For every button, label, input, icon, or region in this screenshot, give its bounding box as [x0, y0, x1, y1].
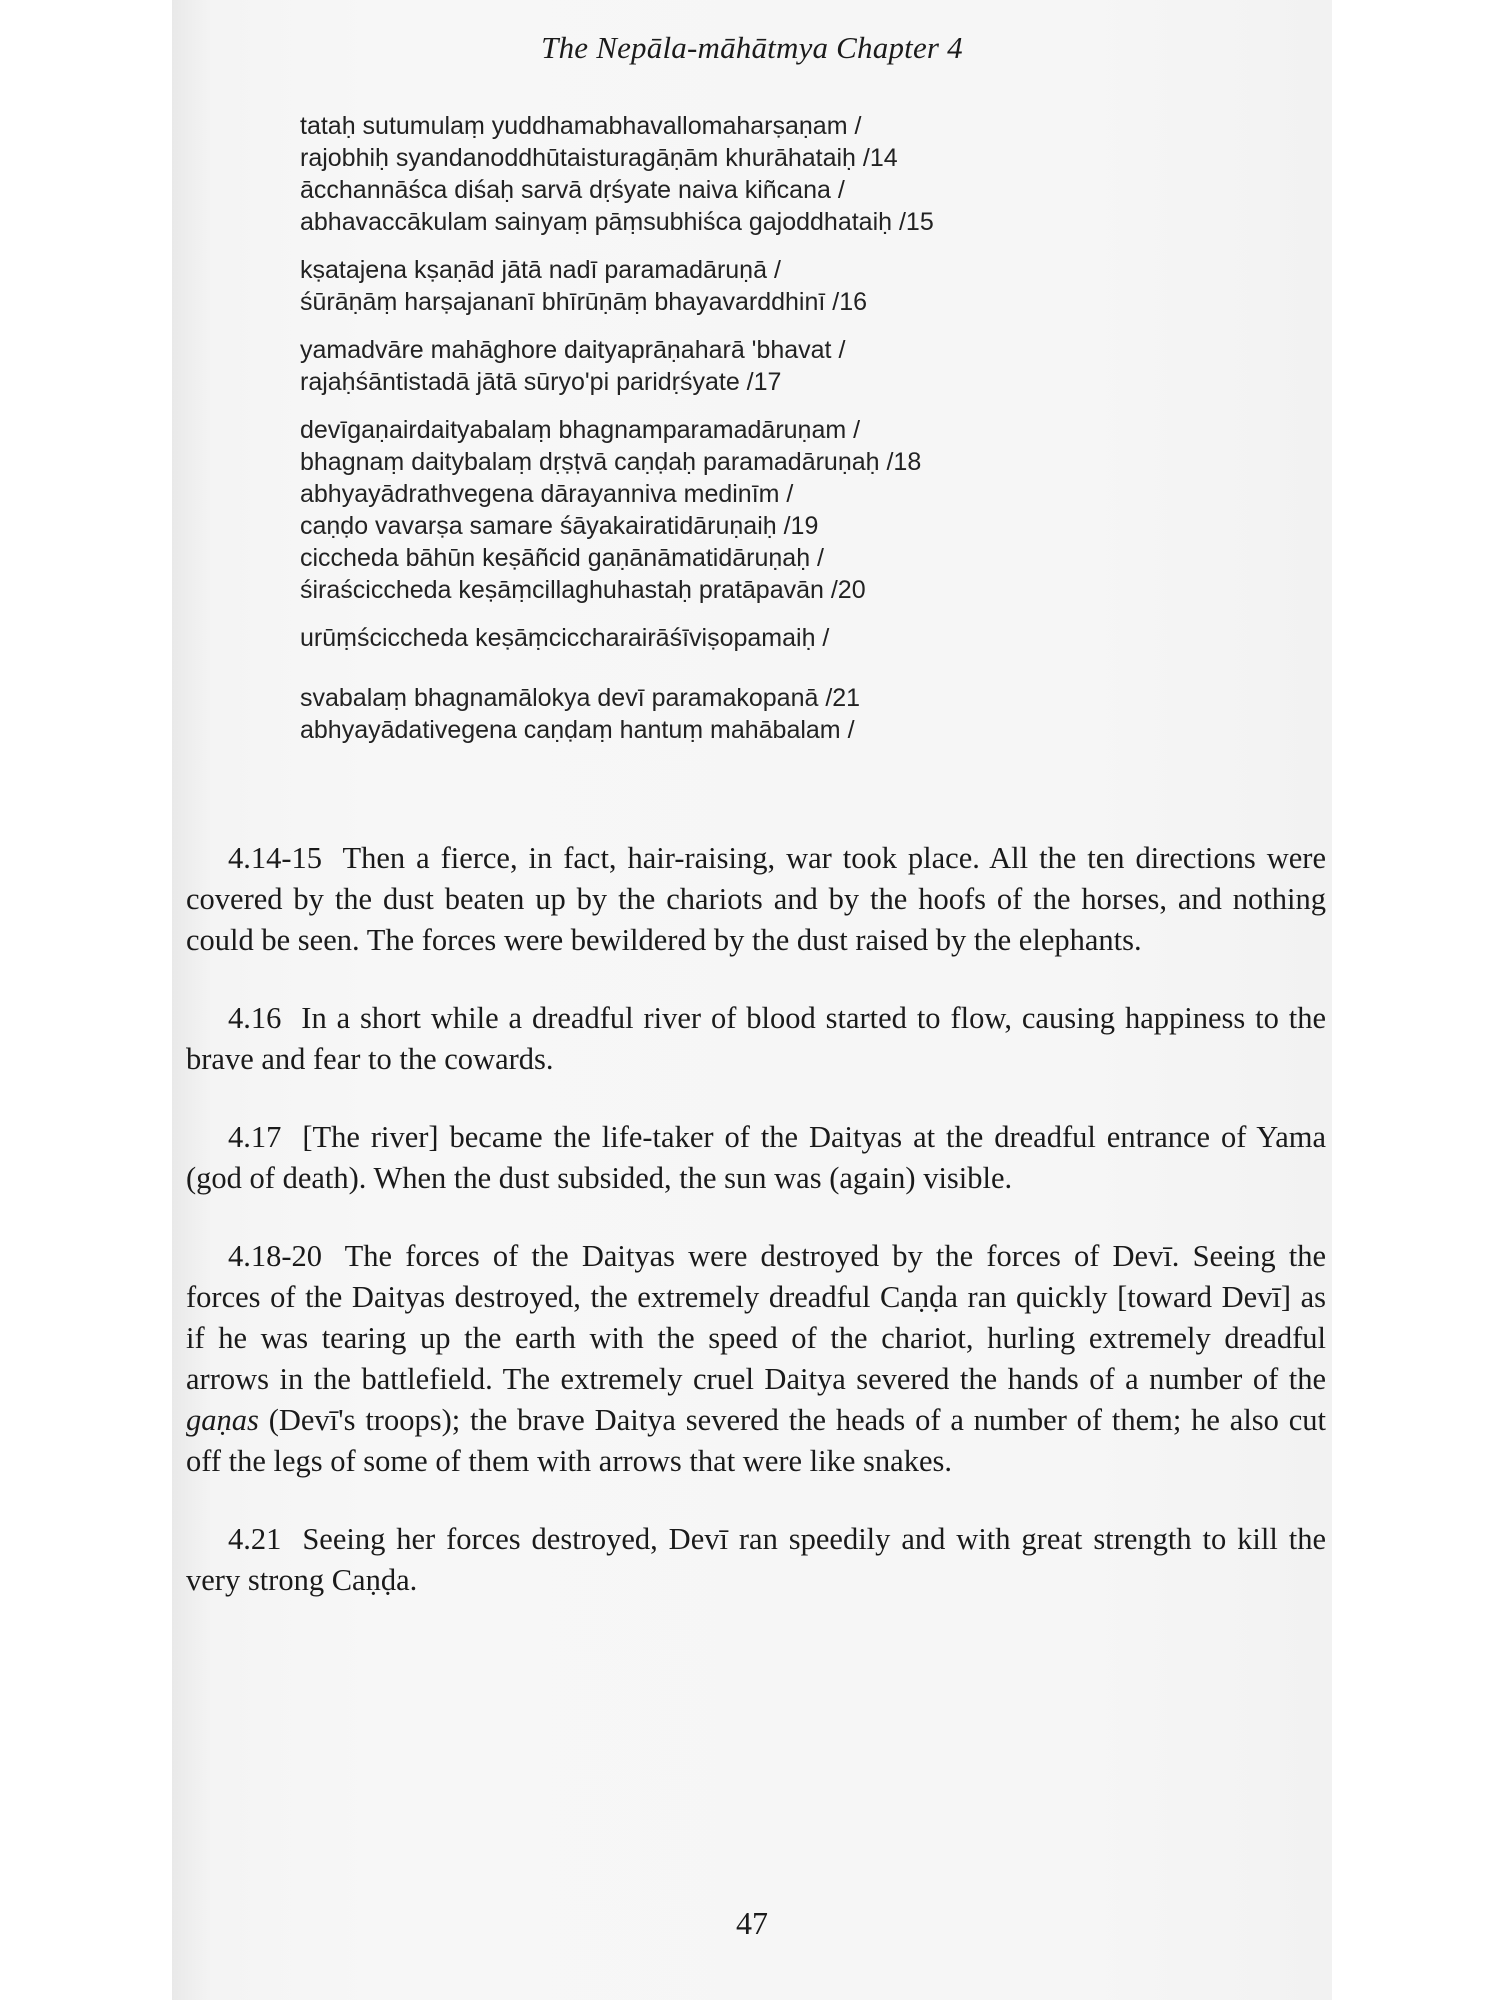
paragraph-text: [The river] became the life-taker of the Daityas at the dreadful entrance of Yama (god of death). When the dust subsided, the sun was (again) visible. [186, 1120, 1326, 1195]
verse-block [300, 414, 1200, 606]
sanskrit-verses [300, 110, 1200, 762]
verse-line: caṇḍo vavarṣa samare śāyakairatidāruṇaiḥ /19 [300, 512, 819, 540]
verse-block [300, 334, 1200, 398]
verse-block [300, 622, 1200, 654]
verse-line: urūṃściccheda keṣāṃciccharairāśīviṣopamaiḥ / [300, 624, 830, 652]
verse-line: śiraściccheda keṣāṃcillaghuhastaḥ pratāpavān /20 [300, 576, 866, 604]
verse-line: abhyayādrathvegena dārayanniva medinīm / [300, 480, 794, 508]
translation-paragraph [186, 1117, 1326, 1199]
verse-block [300, 110, 1200, 238]
verse-number: 4.14-15 [228, 841, 323, 875]
verse-block [300, 682, 1200, 746]
verse-line: rajobhiḥ syandanoddhūtaisturagāṇām khurāhataiḥ /14 [300, 144, 898, 172]
paragraph-text: Seeing her forces destroyed, Devī ran speedily and with great strength to kill the very strong Caṇḍa. [186, 1522, 1327, 1597]
verse-line: abhavaccākulam sainyaṃ pāṃsubhiśca gajoddhataiḥ /15 [300, 208, 934, 236]
translation-paragraph [186, 1519, 1326, 1601]
book-page [172, 0, 1332, 2000]
paragraph-text: (Devī's troops); the brave Daitya severed the heads of a number of them; he also cut off the legs of some of them with arrows that were like snakes. [186, 1403, 1327, 1478]
paragraph-text: The forces of the Daityas were destroyed by the forces of Devī. Seeing the forces of the Daityas destroyed, the extremely dreadful Caṇḍa ran quickly [toward Devī] as if he was tearing up the earth with the speed of the chariot, hurling extremely dreadful arrows in the battlefield. The extremely cruel Daitya severed the hands of a number of the [186, 1239, 1326, 1396]
verse-line: ciccheda bāhūn keṣāñcid gaṇānāmatidāruṇaḥ / [300, 544, 824, 572]
translation-paragraph [186, 838, 1326, 961]
verse-number: 4.21 [228, 1522, 282, 1556]
verse-line: bhagnaṃ daitybalaṃ dṛṣṭvā caṇḍaḥ paramadāruṇaḥ /18 [300, 448, 922, 476]
page-number: 47 [736, 1905, 768, 1941]
paragraph-text: In a short while a dreadful river of blood started to flow, causing happiness to the brave and fear to the cowards. [186, 1001, 1327, 1076]
verse-number: 4.16 [228, 1001, 282, 1035]
verse-line: ācchannāśca diśaḥ sarvā dṛśyate naiva kiñcana / [300, 176, 845, 204]
italic-term: gaṇas [186, 1403, 259, 1437]
verse-line: rajaḥśāntistadā jātā sūryo'pi paridṛśyate /17 [300, 368, 782, 396]
verse-line: tataḥ sutumulaṃ yuddhamabhavallomaharṣaṇam / [300, 112, 862, 140]
verse-number: 4.18-20 [228, 1239, 323, 1273]
verse-number: 4.17 [228, 1120, 282, 1154]
translation-paragraph [186, 1236, 1326, 1482]
translation-paragraphs [186, 838, 1326, 1638]
running-head: The Nepāla-māhātmya Chapter 4 [541, 30, 963, 65]
verse-line: abhyayādativegena caṇḍaṃ hantuṃ mahābalam / [300, 716, 855, 744]
paragraph-text: Then a fierce, in fact, hair-raising, war took place. All the ten directions were covered by the dust beaten up by the chariots and by the hoofs of the horses, and nothing could be seen. The forces were bewildered by the dust raised by the elephants. [186, 841, 1326, 957]
verse-line: kṣatajena kṣaṇād jātā nadī paramadāruṇā / [300, 256, 781, 284]
verse-line: svabalaṃ bhagnamālokya devī paramakopanā /21 [300, 684, 861, 712]
verse-line: yamadvāre mahāghore daityaprāṇaharā 'bhavat / [300, 336, 846, 364]
verse-line: śūrāṇāṃ harṣajananī bhīrūṇāṃ bhayavarddhinī /16 [300, 288, 868, 316]
verse-line: devīgaṇairdaityabalaṃ bhagnamparamadāruṇam / [300, 416, 861, 444]
verse-block [300, 254, 1200, 318]
translation-paragraph [186, 998, 1326, 1080]
